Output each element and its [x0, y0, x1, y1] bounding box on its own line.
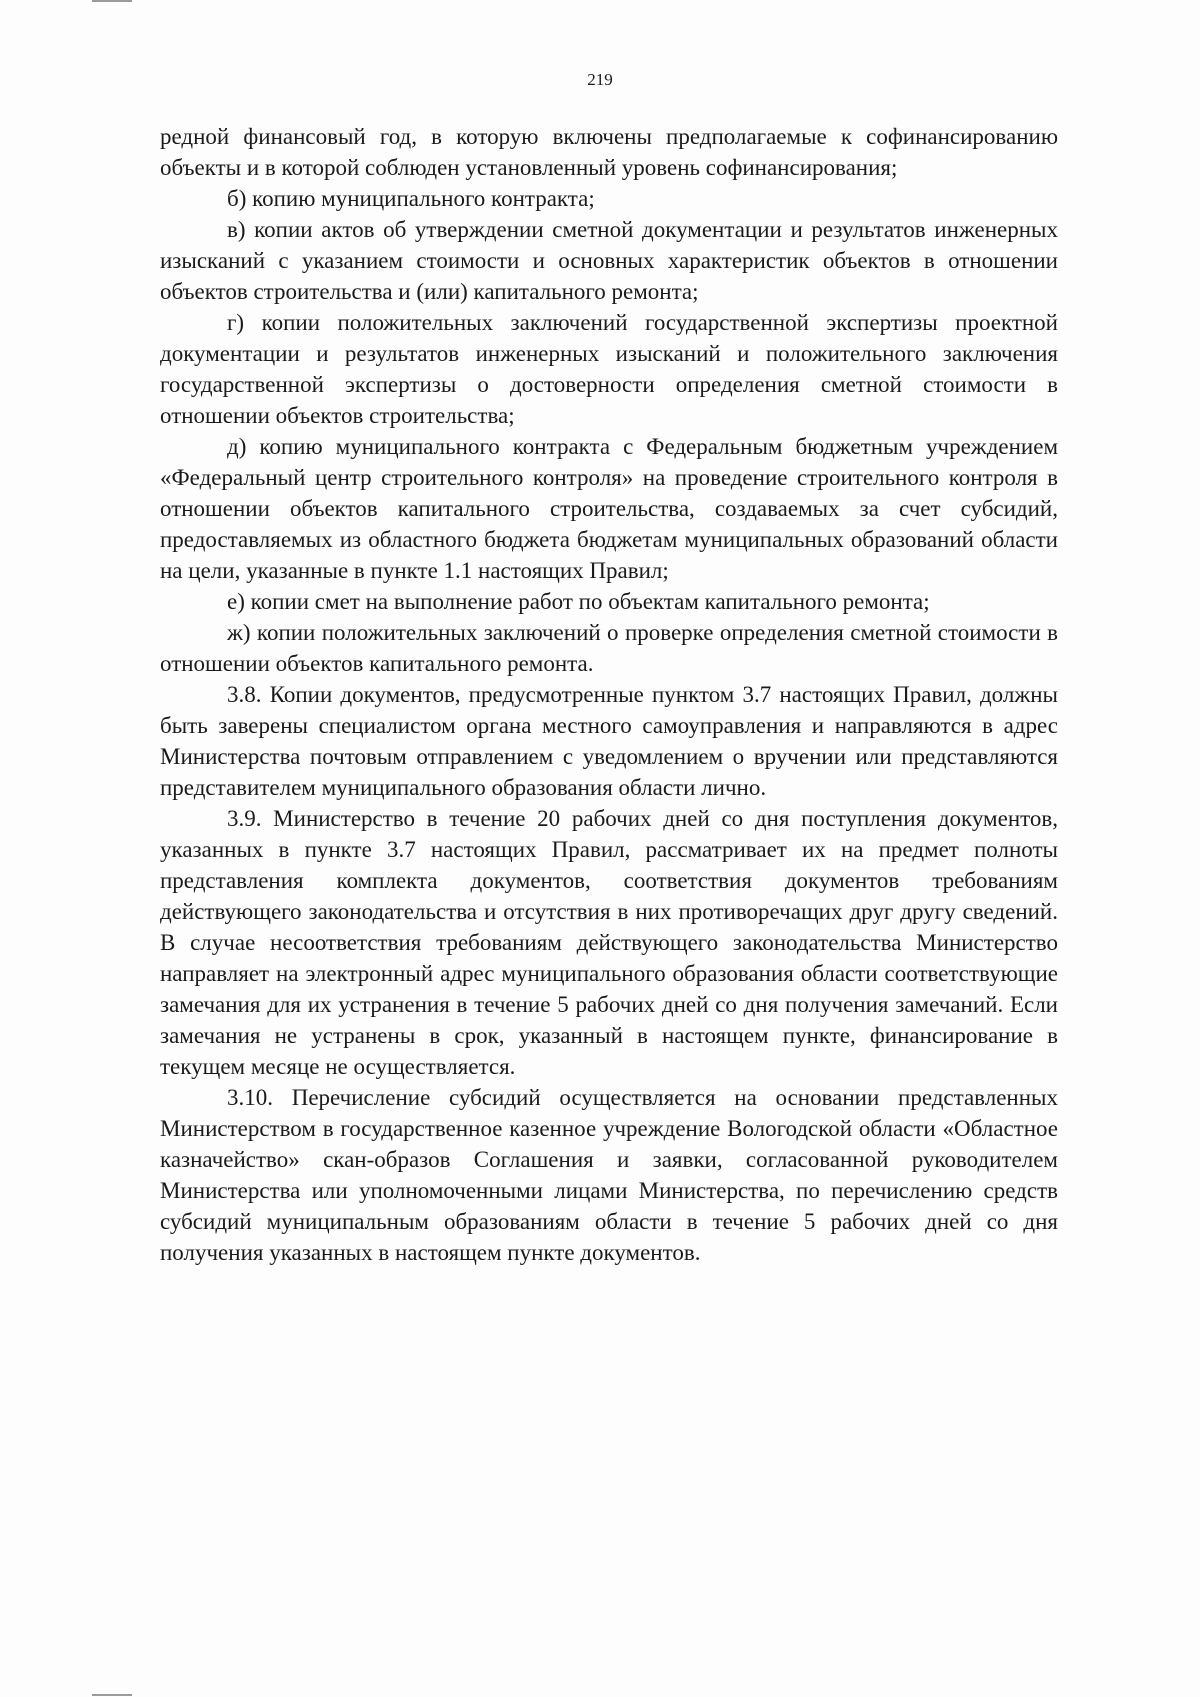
list-item-zh: ж) копии положительных заключений о проверке определения сметной стоимости в отношении объектов капитального ремонта. — [160, 620, 1058, 676]
paragraph-continuation: редной финансовый год, в которую включены предполагаемые к софинансированию объекты и в которой соблюден установленный уровень софинансирования; — [160, 124, 1058, 180]
clause-3-8: 3.8. Копии документов, предусмотренные пунктом 3.7 настоящих Правил, должны быть заверены специалистом органа местного самоуправления и направляются в адрес Министерства почтовым отправлением с уведомлением о вручении или представляются представителем муниципального образования области лично. — [160, 682, 1058, 800]
clause-3-9: 3.9. Министерство в течение 20 рабочих дней со дня поступления документов, указанных в пункте 3.7 настоящих Правил, рассматривает их на предмет полноты представления комплекта документов, соответствия документов требованиям действующего законодательства и отсутствия в них противоречащих друг другу сведений. В случае несоответствия требованиям действующего законодательства Министерство направляет на электронный адрес муниципального образования области соответствующие замечания для их устранения в течение 5 рабочих дней со дня получения замечаний. Если замечания не устранены в срок, указанный в настоящем пункте, финансирование в текущем месяце не осуществляется. — [160, 806, 1058, 1079]
page-number: 219 — [587, 70, 613, 89]
list-item-g: г) копии положительных заключений государственной экспертизы проектной документации и результатов инженерных изысканий и положительного заключения государственной экспертизы о достоверности определения сметной стоимости в отношении объектов строительства; — [160, 310, 1058, 428]
list-item-b: б) копию муниципального контракта; — [227, 186, 595, 211]
list-item-d: д) копию муниципального контракта с Федеральным бюджетным учреждением «Федеральный центр строительного контроля» на проведение строительного контроля в отношении объектов капитального строительства, создаваемых за счет субсидий, предоставляемых из областного бюджета бюджетам муниципальных образований области на цели, указанные в пункте 1.1 настоящих Правил; — [160, 434, 1058, 583]
scan-artifact-bottom — [92, 1694, 132, 1696]
document-body — [160, 121, 1058, 1268]
list-item-e: е) копии смет на выполнение работ по объектам капитального ремонта; — [227, 589, 930, 614]
scan-artifact-top — [92, 0, 132, 2]
list-item-v: в) копии актов об утверждении сметной документации и результатов инженерных изысканий с указанием стоимости и основных характеристик объектов в отношении объектов строительства и (или) капитального ремонта; — [160, 217, 1058, 304]
clause-3-10: 3.10. Перечисление субсидий осуществляется на основании представленных Министерством в государственное казенное учреждение Вологодской области «Областное казначейство» скан-образов Соглашения и заявки, согласованной руководителем Министерства или уполномоченными лицами Министерства, по перечислению средств субсидий муниципальным образованиям области в течение 5 рабочих дней со дня получения указанных в настоящем пункте документов. — [160, 1085, 1058, 1265]
